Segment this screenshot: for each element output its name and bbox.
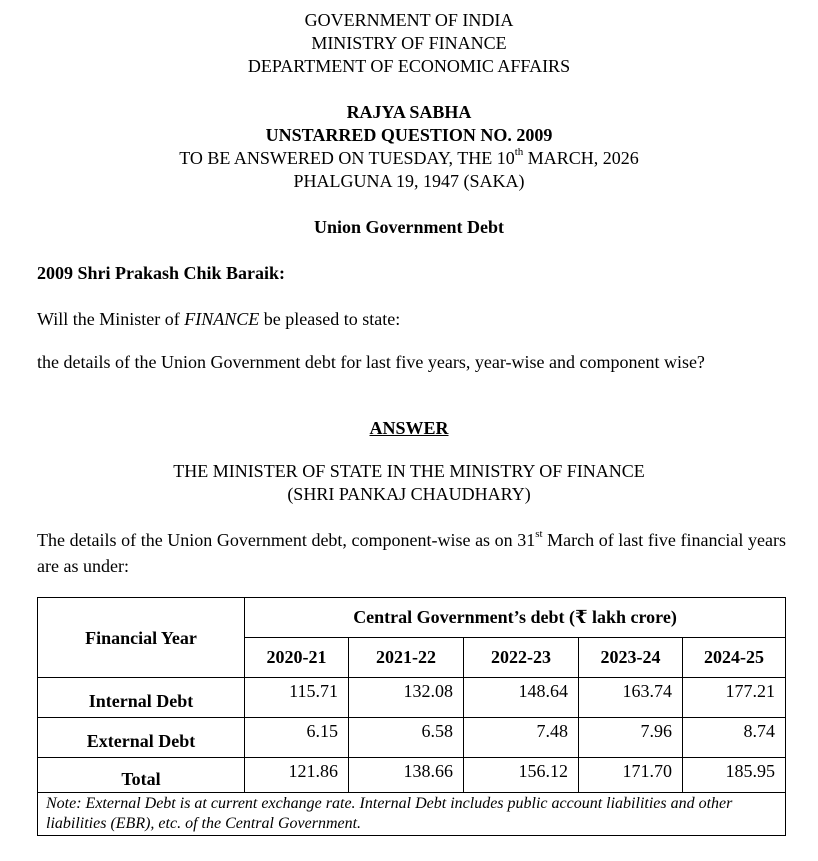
- question-number: UNSTARRED QUESTION NO. 2009: [265, 125, 553, 145]
- table-row-total: [38, 758, 786, 793]
- answer-date: TO BE ANSWERED ON TUESDAY, THE 10th MARCH, 2026: [179, 146, 639, 168]
- year-header: 2022-23: [464, 638, 579, 678]
- header-department: DEPARTMENT OF ECONOMIC AFFAIRS: [247, 56, 571, 76]
- answer-intro: The details of the Union Government debt, component-wise as on 31st March of last five financial years are as under:: [37, 528, 786, 576]
- saka-date: PHALGUNA 19, 1947 (SAKA): [293, 171, 525, 191]
- table-cell: 177.21: [683, 678, 786, 718]
- table-cell: 7.48: [464, 718, 579, 758]
- table-row-external-debt: [38, 718, 786, 758]
- table-cell: 171.70: [579, 758, 683, 793]
- question-lead: Will the Minister of FINANCE be pleased to state:: [37, 309, 401, 329]
- table-row-internal-debt: [38, 678, 786, 718]
- header-government: GOVERNMENT OF INDIA: [304, 10, 514, 30]
- table-cell: 185.95: [683, 758, 786, 793]
- answer-heading: ANSWER: [369, 418, 449, 438]
- table-cell: 6.15: [245, 718, 349, 758]
- debt-group-header: Central Government’s debt (₹ lakh crore): [245, 598, 786, 638]
- table-cell: 8.74: [683, 718, 786, 758]
- table-cell: 138.66: [349, 758, 464, 793]
- table-cell: 121.86: [245, 758, 349, 793]
- table-cell: 6.58: [349, 718, 464, 758]
- debt-table: [37, 597, 786, 836]
- row-label: Total: [38, 758, 245, 793]
- table-cell: 148.64: [464, 678, 579, 718]
- year-header: 2021-22: [349, 638, 464, 678]
- house-name: RAJYA SABHA: [346, 102, 472, 122]
- table-cell: 115.71: [245, 678, 349, 718]
- row-label: External Debt: [38, 718, 245, 758]
- financial-year-header: Financial Year: [38, 598, 245, 678]
- table-cell: 7.96: [579, 718, 683, 758]
- table-cell: 156.12: [464, 758, 579, 793]
- table-cell: 163.74: [579, 678, 683, 718]
- table-note: Note: External Debt is at current exchange rate. Internal Debt includes public account liabilities and other liabilities (EBR), etc. of the Central Government.: [38, 793, 786, 836]
- minister-name: (SHRI PANKAJ CHAUDHARY): [287, 484, 531, 504]
- year-header: 2024-25: [683, 638, 786, 678]
- year-header: 2023-24: [579, 638, 683, 678]
- question-text: the details of the Union Government debt for last five years, year-wise and component wise?: [37, 352, 705, 372]
- row-label: Internal Debt: [38, 678, 245, 718]
- table-cell: 132.08: [349, 678, 464, 718]
- question-subject: Union Government Debt: [314, 217, 504, 237]
- member-name: 2009 Shri Prakash Chik Baraik:: [37, 263, 286, 283]
- minister-designation: THE MINISTER OF STATE IN THE MINISTRY OF FINANCE: [173, 461, 645, 481]
- header-ministry: MINISTRY OF FINANCE: [311, 33, 507, 53]
- year-header: 2020-21: [245, 638, 349, 678]
